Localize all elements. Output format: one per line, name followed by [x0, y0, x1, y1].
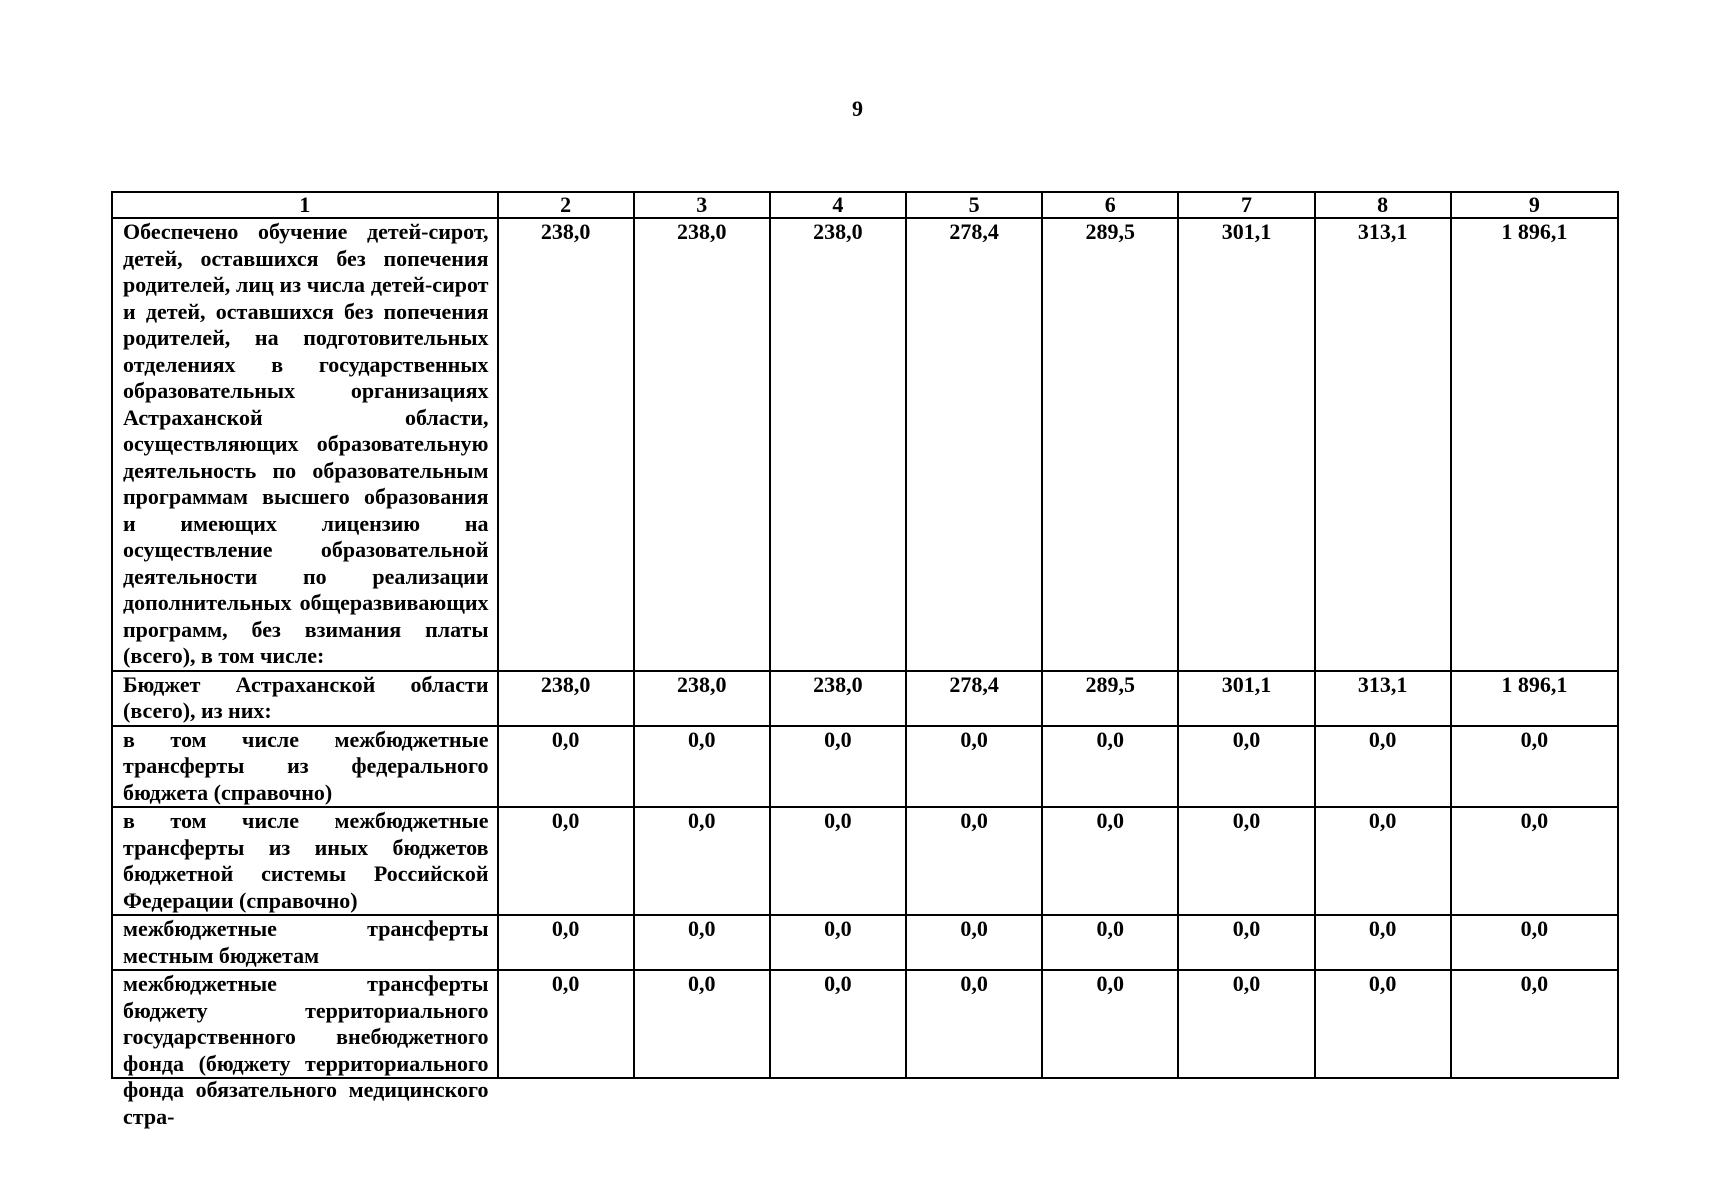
cell-value: 0,0	[906, 915, 1042, 970]
column-header: 9	[1451, 192, 1618, 218]
budget-table	[111, 191, 1619, 1129]
cell-value: 0,0	[634, 726, 770, 808]
table-header-row	[112, 192, 1618, 218]
cell-value: 0,0	[1178, 970, 1314, 1078]
cell-value: 301,1	[1178, 671, 1314, 726]
cell-value: 238,0	[634, 218, 770, 671]
cell-value: 0,0	[1451, 915, 1618, 970]
cell-value: 0,0	[770, 915, 906, 970]
cell-value: 238,0	[634, 671, 770, 726]
cell-value: 238,0	[770, 671, 906, 726]
cell-value: 0,0	[906, 807, 1042, 915]
column-header: 2	[498, 192, 634, 218]
cell-value: 0,0	[770, 807, 906, 915]
column-header: 3	[634, 192, 770, 218]
cell-value: 0,0	[906, 726, 1042, 808]
row-label-cell	[112, 970, 498, 1129]
cell-value: 0,0	[1042, 726, 1178, 808]
cell-value: 0,0	[1178, 726, 1314, 808]
cell-value: 0,0	[1315, 726, 1451, 808]
table-row	[112, 915, 1618, 970]
cell-value: 0,0	[1178, 915, 1314, 970]
cell-value: 238,0	[498, 218, 634, 671]
cell-value: 0,0	[770, 726, 906, 808]
cell-value: 289,5	[1042, 671, 1178, 726]
cell-value: 0,0	[498, 807, 634, 915]
row-label: межбюджетные трансферты бюджету территориального государственного внебюджетного фонда (бюджету территориального фонда обязательного медицинского стра-	[123, 971, 489, 1129]
column-header: 7	[1178, 192, 1314, 218]
cell-value: 0,0	[1451, 726, 1618, 808]
cell-value: 238,0	[498, 671, 634, 726]
cell-value: 0,0	[498, 970, 634, 1078]
row-label: в том числе межбюджетные трансферты из федерального бюджета (справочно)	[112, 726, 498, 808]
cell-value: 1 896,1	[1451, 671, 1618, 726]
table-row	[112, 726, 1618, 808]
table-row	[112, 807, 1618, 915]
cell-value: 0,0	[498, 726, 634, 808]
cell-value: 1 896,1	[1451, 218, 1618, 671]
column-header: 8	[1315, 192, 1451, 218]
cell-value: 0,0	[906, 970, 1042, 1078]
column-header: 6	[1042, 192, 1178, 218]
cell-value: 313,1	[1315, 218, 1451, 671]
cell-value: 0,0	[1178, 807, 1314, 915]
column-header: 4	[770, 192, 906, 218]
table-row	[112, 218, 1618, 671]
table-row	[112, 970, 1618, 1078]
cell-value: 278,4	[906, 218, 1042, 671]
row-label: межбюджетные трансферты местным бюджетам	[112, 915, 498, 970]
cell-value: 313,1	[1315, 671, 1451, 726]
cell-value: 0,0	[634, 970, 770, 1078]
cell-value: 0,0	[1042, 807, 1178, 915]
cell-value: 0,0	[770, 970, 906, 1078]
table-row	[112, 671, 1618, 726]
cell-value: 289,5	[1042, 218, 1178, 671]
cell-value: 0,0	[1042, 915, 1178, 970]
page-number: 9	[852, 96, 863, 121]
cell-value: 0,0	[1451, 807, 1618, 915]
cell-value: 0,0	[1315, 970, 1451, 1078]
cell-value: 278,4	[906, 671, 1042, 726]
row-label: в том числе межбюджетные трансферты из иных бюджетов бюджетной системы Российской Федерации (справочно)	[112, 807, 498, 915]
column-header: 5	[906, 192, 1042, 218]
cell-value: 0,0	[634, 915, 770, 970]
cell-value: 0,0	[634, 807, 770, 915]
row-label: Обеспечено обучение детей-сирот, детей, оставшихся без попечения родителей, лиц из числа детей-сирот и детей, оставшихся без попечения родителей, на подготовительных отделениях в государственных образовательных организациях Астраханской области, осуществляющих образовательную деятельность по образовательным программам высшего образования и имеющих лицензию на осуществление образовательной деятельности по реализации дополнительных общеразвивающих программ, без взимания платы (всего), в том числе:	[112, 218, 498, 671]
cell-value: 0,0	[498, 915, 634, 970]
column-header: 1	[112, 192, 498, 218]
cell-value: 0,0	[1315, 807, 1451, 915]
cell-value: 301,1	[1178, 218, 1314, 671]
row-label: Бюджет Астраханской области (всего), из них:	[112, 671, 498, 726]
cell-value: 0,0	[1315, 915, 1451, 970]
cell-value: 0,0	[1451, 970, 1618, 1078]
cell-value: 238,0	[770, 218, 906, 671]
cell-value: 0,0	[1042, 970, 1178, 1078]
